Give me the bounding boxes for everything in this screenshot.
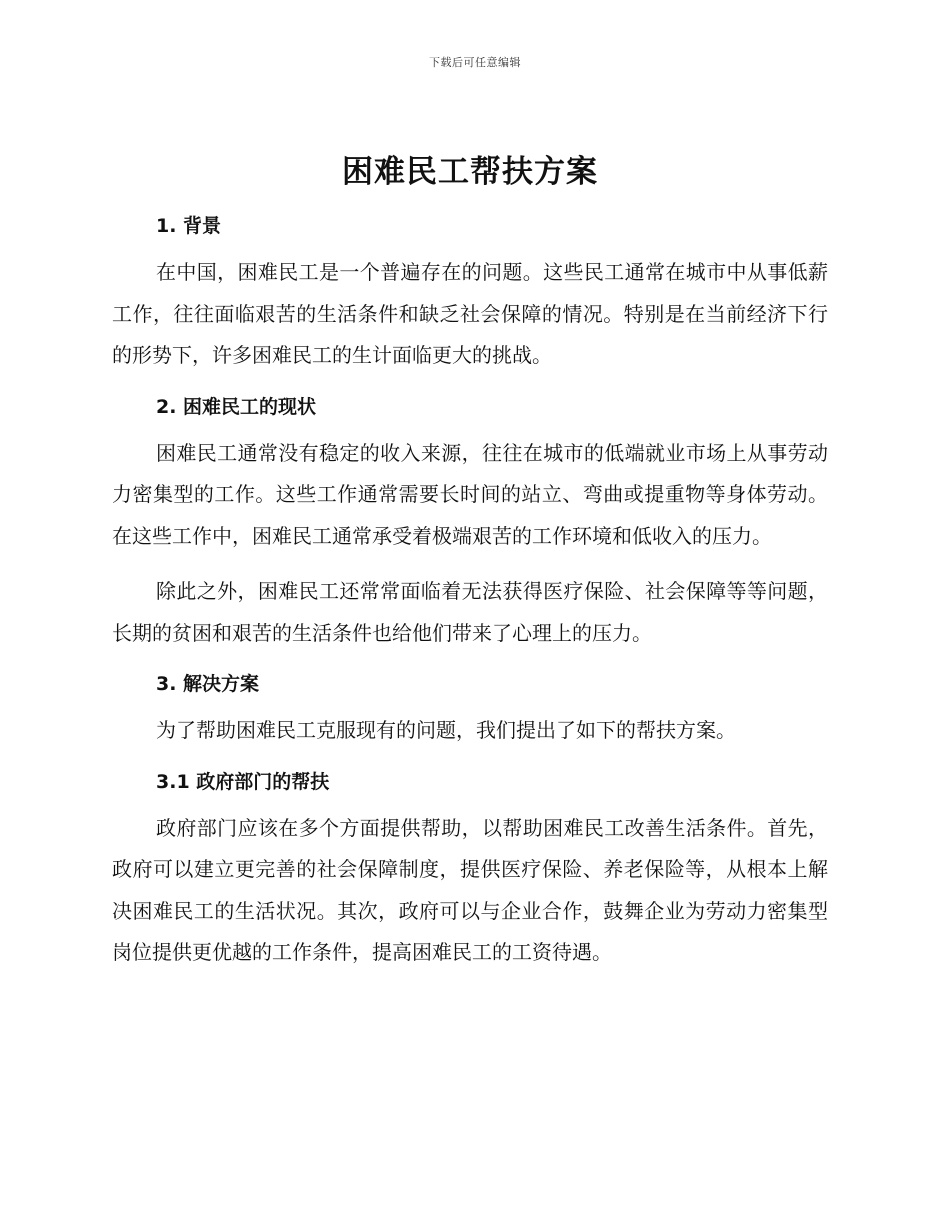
section-current-situation xyxy=(112,391,828,655)
header-note: 下载后可任意编辑 xyxy=(429,56,521,69)
section-heading: 2. 困难民工的现状 xyxy=(156,395,317,418)
section-government-support xyxy=(112,766,828,974)
section-heading: 1. 背景 xyxy=(156,215,222,237)
paragraph: 困难民工通常没有稳定的收入来源，往往在城市的低端就业市场上从事劳动力密集型的工作。这些工作通常需要长时间的站立、弯曲或提重物等身体劳动。在这些工作中，困难民工通常承受着极端艰苦的工作环境和低收入的压力。 xyxy=(112,440,828,548)
paragraph: 在中国，困难民工是一个普遍存在的问题。这些民工通常在城市中从事低薪工作，往往面临艰苦的生活条件和缺乏社会保障的情况。特别是在当前经济下行的形势下，许多困难民工的生计面临更大的挑战。 xyxy=(112,260,828,367)
section-background xyxy=(112,210,828,377)
section-heading: 3.1 政府部门的帮扶 xyxy=(156,770,330,793)
section-heading: 3. 解决方案 xyxy=(156,673,260,695)
paragraph: 为了帮助困难民工克服现有的问题，我们提出了如下的帮扶方案。 xyxy=(156,718,736,742)
section-solution xyxy=(112,668,828,752)
paragraph: 除此之外，困难民工还常常面临着无法获得医疗保险、社会保障等等问题，长期的贫困和艰苦的生活条件也给他们带来了心理上的压力。 xyxy=(112,579,828,645)
document-body xyxy=(112,148,828,988)
paragraph: 政府部门应该在多个方面提供帮助，以帮助困难民工改善生活条件。首先，政府可以建立更完善的社会保障制度，提供医疗保险、养老保险等，从根本上解决困难民工的生活状况。其次，政府可以与企业合作，鼓舞企业为劳动力密集型岗位提供更优越的工作条件，提高困难民工的工资待遇。 xyxy=(112,815,828,964)
document-title: 困难民工帮扶方案 xyxy=(342,154,598,190)
